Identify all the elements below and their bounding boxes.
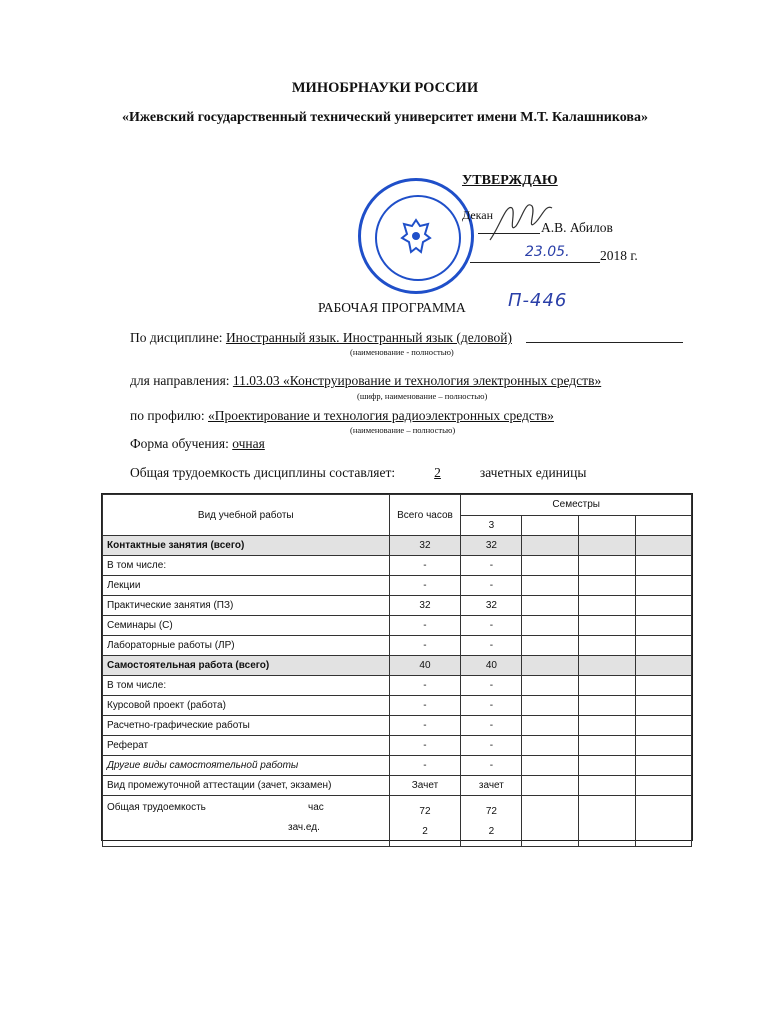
row-semester: - bbox=[461, 556, 522, 576]
row-label: Самостоятельная работа (всего) bbox=[103, 656, 390, 676]
table-row bbox=[103, 536, 692, 556]
row-total: Зачет bbox=[389, 776, 461, 796]
date-line bbox=[470, 262, 600, 263]
table-header-row bbox=[103, 495, 692, 516]
form-value: очная bbox=[232, 436, 265, 451]
row-label: Контактные занятия (всего) bbox=[103, 536, 390, 556]
total-values bbox=[389, 796, 461, 847]
row-semester: - bbox=[461, 756, 522, 776]
semester-hours: 72 bbox=[485, 806, 497, 817]
row-total: 32 bbox=[389, 596, 461, 616]
row-label: Расчетно-графические работы bbox=[103, 716, 390, 736]
discipline-label: По дисциплине: bbox=[130, 330, 223, 345]
total-hours: 72 bbox=[419, 806, 431, 817]
row-semester: 32 bbox=[461, 536, 522, 556]
row-semester: - bbox=[461, 696, 522, 716]
table-row bbox=[103, 776, 692, 796]
semester-values bbox=[461, 796, 522, 847]
row-semester: - bbox=[461, 736, 522, 756]
row-label: Семинары (С) bbox=[103, 616, 390, 636]
total-label-cell bbox=[103, 796, 390, 847]
row-total: - bbox=[389, 736, 461, 756]
signature-line bbox=[478, 233, 540, 234]
header-work-type: Вид учебной работы bbox=[103, 495, 390, 536]
profile-label: по профилю: bbox=[130, 408, 205, 423]
hours-table bbox=[102, 494, 692, 847]
discipline-underline bbox=[526, 342, 683, 343]
approval-year: 2018 г. bbox=[600, 248, 638, 263]
row-total: 32 bbox=[389, 536, 461, 556]
workload-table bbox=[101, 493, 693, 841]
workload-label: Общая трудоемкость дисциплины составляет: bbox=[130, 465, 396, 480]
table-row bbox=[103, 596, 692, 616]
direction-value: 11.03.03 «Конструирование и технология электронных средств» bbox=[232, 373, 602, 388]
direction-row bbox=[130, 373, 601, 389]
approval-date: 23.05. bbox=[525, 244, 570, 260]
row-semester: - bbox=[461, 616, 522, 636]
table-row bbox=[103, 696, 692, 716]
row-total: - bbox=[389, 636, 461, 656]
table-row bbox=[103, 676, 692, 696]
row-label: Практические занятия (ПЗ) bbox=[103, 596, 390, 616]
table-row bbox=[103, 656, 692, 676]
row-total: - bbox=[389, 716, 461, 736]
row-label: В том числе: bbox=[103, 676, 390, 696]
program-number: П-446 bbox=[508, 290, 568, 311]
form-row bbox=[130, 436, 265, 452]
row-semester: - bbox=[461, 576, 522, 596]
table-row bbox=[103, 616, 692, 636]
table-row bbox=[103, 636, 692, 656]
row-total: - bbox=[389, 696, 461, 716]
program-title: РАБОЧАЯ ПРОГРАММА bbox=[318, 300, 466, 315]
direction-label: для направления: bbox=[130, 373, 230, 388]
row-label: Другие виды самостоятельной работы bbox=[103, 756, 390, 776]
row-semester: 40 bbox=[461, 656, 522, 676]
profile-value: «Проектирование и технология радиоэлектронных средств» bbox=[208, 408, 554, 423]
workload-value: 2 bbox=[434, 465, 441, 480]
row-semester: зачет bbox=[461, 776, 522, 796]
discipline-row bbox=[130, 330, 512, 346]
header-semesters: Семестры bbox=[461, 495, 692, 516]
total-credits: 2 bbox=[422, 826, 428, 837]
table-row bbox=[103, 556, 692, 576]
row-total: - bbox=[389, 556, 461, 576]
workload-row bbox=[130, 465, 586, 481]
row-semester: - bbox=[461, 716, 522, 736]
row-label: Вид промежуточной аттестации (зачет, экзамен) bbox=[103, 776, 390, 796]
discipline-value: Иностранный язык. Иностранный язык (деловой) bbox=[225, 330, 512, 345]
row-total: - bbox=[389, 576, 461, 596]
profile-row bbox=[130, 408, 554, 424]
total-label: Общая трудоемкость bbox=[107, 802, 206, 813]
eagle-emblem-icon bbox=[399, 216, 433, 256]
row-total: - bbox=[389, 616, 461, 636]
unit-hours: час bbox=[308, 802, 324, 813]
total-row bbox=[103, 796, 692, 847]
table-row bbox=[103, 576, 692, 596]
ministry-heading: МИНОБРНАУКИ РОССИИ bbox=[291, 80, 479, 96]
profile-hint: (наименование – полностью) bbox=[350, 425, 456, 435]
dean-name: А.В. Абилов bbox=[541, 220, 613, 235]
row-label: В том числе: bbox=[103, 556, 390, 576]
unit-credits: зач.ед. bbox=[288, 822, 320, 833]
semester-number: 3 bbox=[461, 515, 522, 536]
row-label: Лабораторные работы (ЛР) bbox=[103, 636, 390, 656]
official-stamp bbox=[358, 178, 474, 294]
row-label: Лекции bbox=[103, 576, 390, 596]
row-total: - bbox=[389, 676, 461, 696]
table-row bbox=[103, 736, 692, 756]
row-total: - bbox=[389, 756, 461, 776]
direction-hint: (шифр, наименование – полностью) bbox=[357, 391, 488, 401]
form-label: Форма обучения: bbox=[130, 436, 229, 451]
row-semester: - bbox=[461, 636, 522, 656]
workload-unit: зачетных единицы bbox=[479, 465, 587, 480]
header-total-hours: Всего часов bbox=[389, 495, 461, 536]
row-label: Реферат bbox=[103, 736, 390, 756]
row-semester: - bbox=[461, 676, 522, 696]
dean-label: Декан bbox=[462, 208, 494, 222]
row-semester: 32 bbox=[461, 596, 522, 616]
university-name: «Ижевский государственный технический университет имени М.Т. Калашникова» bbox=[122, 110, 648, 125]
semester-credits: 2 bbox=[488, 826, 495, 837]
table-row bbox=[103, 716, 692, 736]
discipline-hint: (наименование - полностью) bbox=[350, 347, 454, 357]
table-row bbox=[103, 756, 692, 776]
approve-label: УТВЕРЖДАЮ bbox=[462, 173, 558, 188]
row-label: Курсовой проект (работа) bbox=[103, 696, 390, 716]
row-total: 40 bbox=[389, 656, 461, 676]
